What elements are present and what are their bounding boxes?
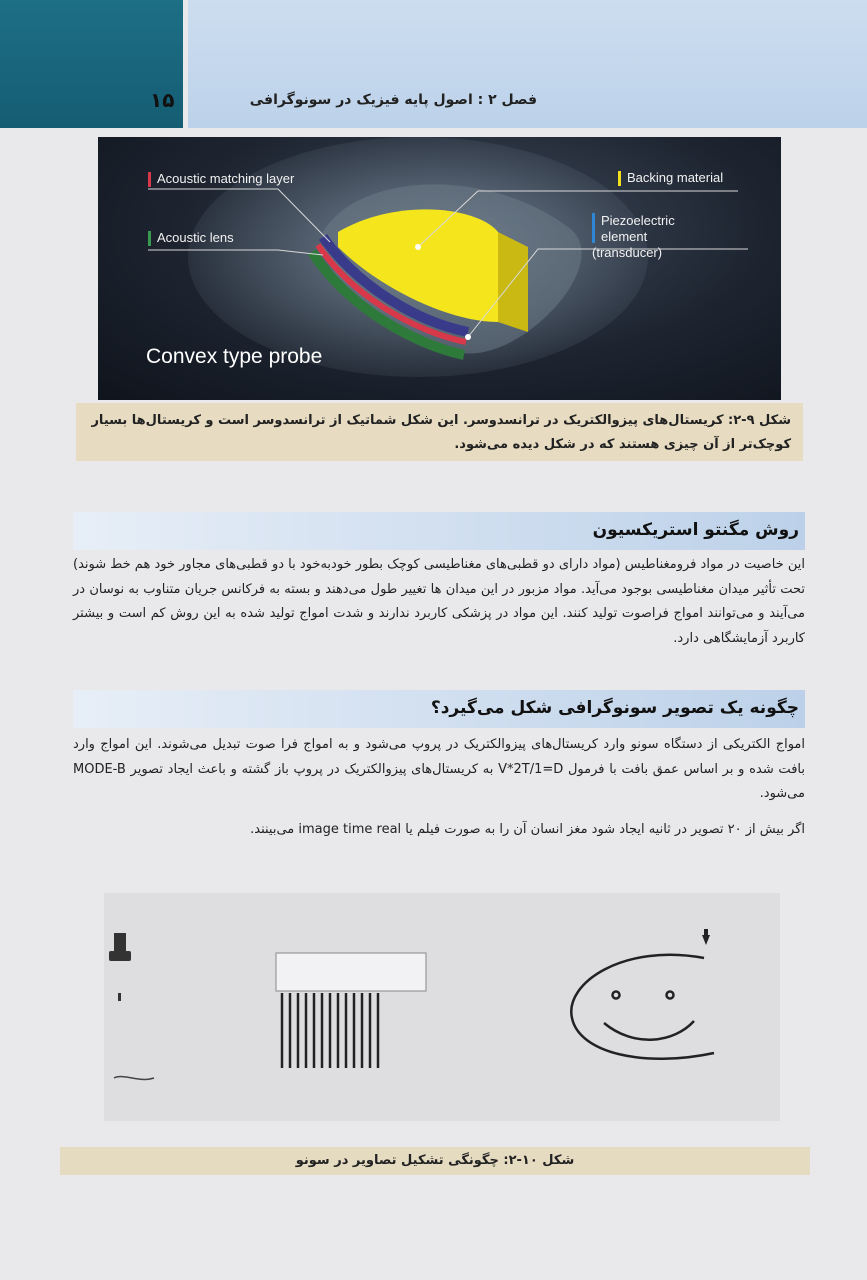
lens-marker (148, 231, 151, 246)
probe-icon (114, 933, 126, 953)
section-paragraph: امواج الکتریکی از دستگاه سونو وارد کریستال‌های پیزوالکتریک در پروپ می‌شود و به امواج فرا صوت تبدیل می‌شوند. این امواج وارد بافت شده و بر اساس عمق بافت با فرمول V*2T/1=D به کریستال‌های پیزوالکتریک در پروپ باز گشته و باعث ایجاد تصویر MODE-B می‌شود. (73, 737, 805, 801)
page-number: ۱۵ (150, 88, 175, 112)
chapter-title: فصل ۲ : اصول پایه فیزیک در سونوگرافی (249, 92, 537, 108)
label-text: Acoustic lens (157, 230, 234, 245)
backing-marker (618, 171, 621, 186)
figure1-caption: شکل ۹-۲: کریستال‌های پیزوالکتریک در ترانسدوسر. این شکل شماتیک از ترانسدوسر است و کریستال‌ها بسیار کوچک‌تر از آن چیزی هستند که در شکل دیده می‌شود. (76, 403, 803, 461)
smiley-image (571, 955, 714, 1059)
label-acoustic-lens (148, 230, 234, 246)
section-heading-bar (73, 690, 805, 728)
beam-lines (282, 993, 378, 1068)
figure2-caption: شکل ۱۰-۲: چگونگی تشکیل تصاویر در سونو (60, 1147, 810, 1175)
piezo-marker (592, 213, 595, 243)
label-piezoelectric-element (592, 213, 716, 261)
label-text: Acoustic matching layer (157, 171, 295, 186)
signature-scribble (114, 1077, 154, 1080)
label-text: (transducer) (592, 245, 663, 260)
section-heading-bar (73, 512, 805, 550)
section-paragraph: اگر بیش از ۲۰ تصویر در ثانیه ایجاد شود مغز انسان آن را به صورت فیلم یا image time real می‌بینند. (250, 822, 805, 837)
section-paragraph: این خاصیت در مواد فرومغناطیس (مواد دارای دو قطبی‌های مغناطیسی کوچک بطور خودبه‌خود با دو قطبی‌های مجاور خود هم خط شوند) تحت تأثیر میدان مغناطیسی بوجود می‌آید. مواد مزبور در این میدان ها تغییر طول می‌دهند و بسته به فرکانس جریان متناوب به نوسان در می‌آیند و می‌توانند امواج فراصوت تولید کنند. این مواد در پزشکی کاربرد ندارند و شدت امواج تولید شده به این روش کم است و بیشتر کاربرد آزمایشگاهی دارد. (73, 557, 805, 646)
figure-convex-probe (98, 137, 781, 400)
image-formation-diagram (104, 893, 780, 1121)
transducer-block (276, 953, 426, 991)
label-backing-material (618, 170, 723, 186)
figure-image-formation (104, 893, 780, 1121)
section-title: روش مگنتو استریکسیون (592, 520, 799, 540)
section-title: چگونه یک تصویر سونوگرافی شکل می‌گیرد؟ (430, 698, 799, 718)
header-band-light (188, 0, 867, 128)
figure-title: Convex type probe (146, 345, 323, 368)
label-text: Backing material (627, 170, 724, 185)
label-text: Piezoelectric element (601, 213, 675, 244)
matching-layer-marker (148, 172, 151, 187)
label-acoustic-matching-layer (148, 171, 294, 187)
